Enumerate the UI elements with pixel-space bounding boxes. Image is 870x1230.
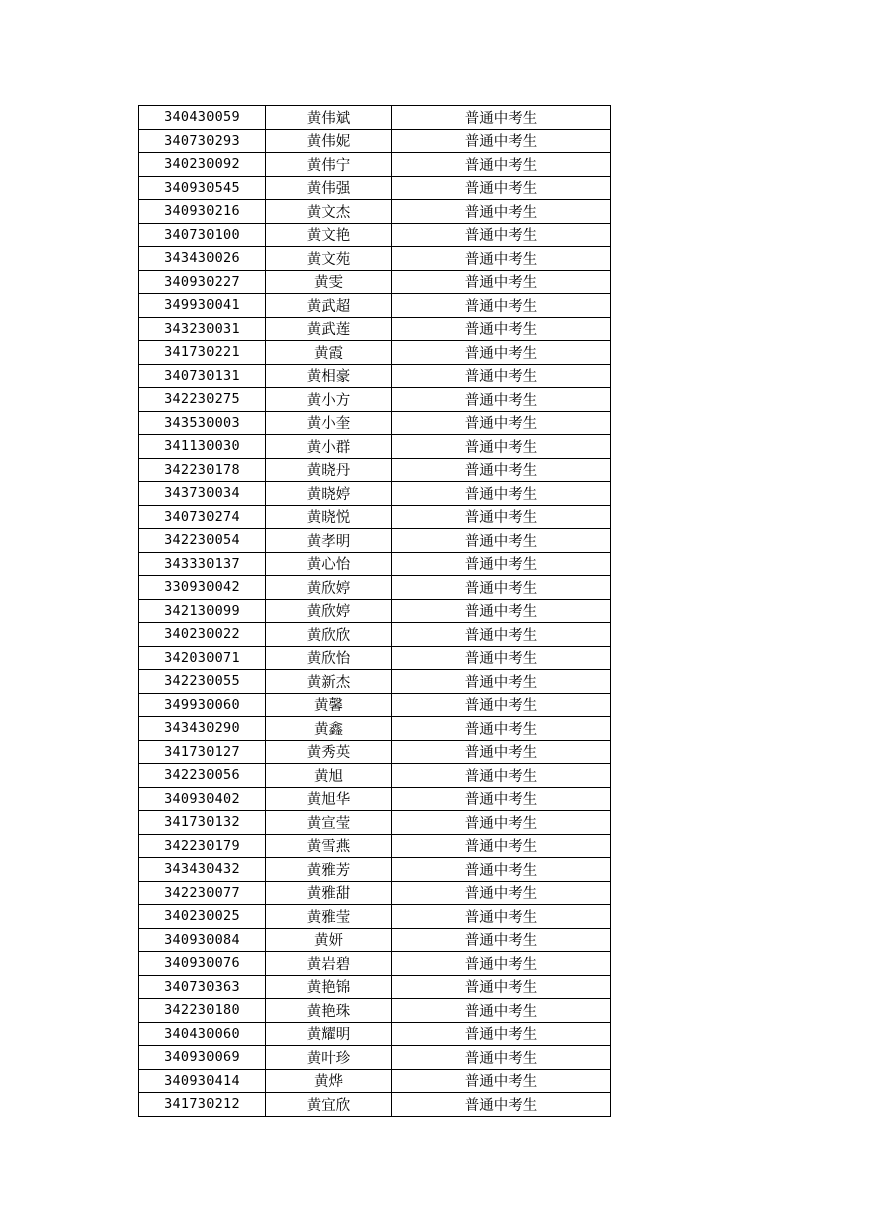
candidate-type-cell: 普通中考生 (392, 811, 611, 835)
candidate-name-cell: 黄小方 (266, 388, 392, 412)
candidate-id-cell: 341730127 (139, 740, 266, 764)
candidate-type-cell: 普通中考生 (392, 740, 611, 764)
candidate-name-cell: 黄心怡 (266, 552, 392, 576)
candidate-name-cell: 黄艳珠 (266, 999, 392, 1023)
table-row (139, 905, 611, 929)
candidate-id-cell: 340730100 (139, 223, 266, 247)
candidate-type-cell: 普通中考生 (392, 623, 611, 647)
candidate-type-cell: 普通中考生 (392, 364, 611, 388)
candidate-type-cell: 普通中考生 (392, 458, 611, 482)
candidate-id-cell: 340230025 (139, 905, 266, 929)
candidate-id-cell: 340930084 (139, 928, 266, 952)
candidate-type-cell: 普通中考生 (392, 153, 611, 177)
table-row (139, 435, 611, 459)
table-row (139, 623, 611, 647)
candidate-id-cell: 340930402 (139, 787, 266, 811)
table-body (139, 106, 611, 1117)
candidate-id-cell: 340430059 (139, 106, 266, 130)
candidate-name-cell: 黄小群 (266, 435, 392, 459)
candidate-id-cell: 343530003 (139, 411, 266, 435)
candidate-type-cell: 普通中考生 (392, 435, 611, 459)
candidate-type-cell: 普通中考生 (392, 881, 611, 905)
candidate-type-cell: 普通中考生 (392, 482, 611, 506)
candidate-name-cell: 黄欣婷 (266, 599, 392, 623)
table-row (139, 952, 611, 976)
candidate-id-cell: 340930216 (139, 200, 266, 224)
table-row (139, 975, 611, 999)
candidate-type-cell: 普通中考生 (392, 646, 611, 670)
candidate-type-cell: 普通中考生 (392, 693, 611, 717)
candidate-name-cell: 黄妍 (266, 928, 392, 952)
candidate-name-cell: 黄新杰 (266, 670, 392, 694)
candidate-type-cell: 普通中考生 (392, 975, 611, 999)
table-row (139, 505, 611, 529)
candidate-name-cell: 黄文苑 (266, 247, 392, 271)
table-row (139, 646, 611, 670)
candidate-name-cell: 黄岩碧 (266, 952, 392, 976)
candidate-id-cell: 349930041 (139, 294, 266, 318)
candidate-type-cell: 普通中考生 (392, 670, 611, 694)
candidate-name-cell: 黄宜欣 (266, 1093, 392, 1117)
candidate-id-cell: 341730132 (139, 811, 266, 835)
candidate-name-cell: 黄旭 (266, 764, 392, 788)
candidate-id-cell: 343730034 (139, 482, 266, 506)
candidate-id-cell: 341730212 (139, 1093, 266, 1117)
table-row (139, 388, 611, 412)
table-row (139, 106, 611, 130)
candidate-type-cell: 普通中考生 (392, 999, 611, 1023)
candidate-id-cell: 343230031 (139, 317, 266, 341)
candidate-name-cell: 黄相豪 (266, 364, 392, 388)
candidate-id-cell: 343430290 (139, 717, 266, 741)
candidate-type-cell: 普通中考生 (392, 952, 611, 976)
candidate-name-cell: 黄欣婷 (266, 576, 392, 600)
candidate-id-cell: 343430026 (139, 247, 266, 271)
table-row (139, 740, 611, 764)
candidate-name-cell: 黄旭华 (266, 787, 392, 811)
candidate-id-cell: 342230055 (139, 670, 266, 694)
candidate-name-cell: 黄文杰 (266, 200, 392, 224)
table-row (139, 693, 611, 717)
candidate-type-cell: 普通中考生 (392, 928, 611, 952)
candidate-type-cell: 普通中考生 (392, 552, 611, 576)
table-row (139, 764, 611, 788)
candidate-type-cell: 普通中考生 (392, 764, 611, 788)
candidate-name-cell: 黄馨 (266, 693, 392, 717)
candidate-name-cell: 黄武莲 (266, 317, 392, 341)
table-row (139, 834, 611, 858)
candidate-name-cell: 黄耀明 (266, 1022, 392, 1046)
table-row (139, 341, 611, 365)
candidate-type-cell: 普通中考生 (392, 1069, 611, 1093)
table-row (139, 999, 611, 1023)
candidate-name-cell: 黄晓悦 (266, 505, 392, 529)
candidate-id-cell: 340930227 (139, 270, 266, 294)
table-row (139, 670, 611, 694)
candidate-id-cell: 342230056 (139, 764, 266, 788)
candidate-id-cell: 340730274 (139, 505, 266, 529)
candidate-id-cell: 342130099 (139, 599, 266, 623)
candidate-name-cell: 黄欣欣 (266, 623, 392, 647)
candidate-name-cell: 黄伟妮 (266, 129, 392, 153)
candidate-type-cell: 普通中考生 (392, 294, 611, 318)
table-row (139, 458, 611, 482)
candidate-name-cell: 黄雪燕 (266, 834, 392, 858)
candidate-id-cell: 342030071 (139, 646, 266, 670)
candidate-id-cell: 340230022 (139, 623, 266, 647)
table-row (139, 482, 611, 506)
table-row (139, 294, 611, 318)
candidate-name-cell: 黄伟强 (266, 176, 392, 200)
table-row (139, 223, 611, 247)
candidate-type-cell: 普通中考生 (392, 529, 611, 553)
table-row (139, 200, 611, 224)
candidate-type-cell: 普通中考生 (392, 1046, 611, 1070)
table-row (139, 411, 611, 435)
table-row (139, 1022, 611, 1046)
candidate-id-cell: 349930060 (139, 693, 266, 717)
candidate-name-cell: 黄鑫 (266, 717, 392, 741)
table-row (139, 1069, 611, 1093)
candidate-id-cell: 340930076 (139, 952, 266, 976)
table-row (139, 576, 611, 600)
candidate-type-cell: 普通中考生 (392, 717, 611, 741)
candidate-id-cell: 342230077 (139, 881, 266, 905)
candidate-id-cell: 330930042 (139, 576, 266, 600)
candidate-table (138, 105, 611, 1117)
table-row (139, 1093, 611, 1117)
candidate-name-cell: 黄雅芳 (266, 858, 392, 882)
candidate-name-cell: 黄霞 (266, 341, 392, 365)
candidate-id-cell: 340730131 (139, 364, 266, 388)
candidate-id-cell: 343330137 (139, 552, 266, 576)
table-row (139, 529, 611, 553)
candidate-id-cell: 340230092 (139, 153, 266, 177)
table-row (139, 881, 611, 905)
candidate-type-cell: 普通中考生 (392, 341, 611, 365)
candidate-id-cell: 343430432 (139, 858, 266, 882)
candidate-type-cell: 普通中考生 (392, 200, 611, 224)
candidate-type-cell: 普通中考生 (392, 129, 611, 153)
candidate-name-cell: 黄叶珍 (266, 1046, 392, 1070)
candidate-id-cell: 340730293 (139, 129, 266, 153)
candidate-name-cell: 黄艳锦 (266, 975, 392, 999)
candidate-type-cell: 普通中考生 (392, 599, 611, 623)
table-row (139, 811, 611, 835)
candidate-type-cell: 普通中考生 (392, 1022, 611, 1046)
candidate-type-cell: 普通中考生 (392, 176, 611, 200)
candidate-name-cell: 黄晓婷 (266, 482, 392, 506)
candidate-type-cell: 普通中考生 (392, 317, 611, 341)
table-row (139, 858, 611, 882)
candidate-name-cell: 黄秀英 (266, 740, 392, 764)
candidate-name-cell: 黄雅甜 (266, 881, 392, 905)
table-row (139, 364, 611, 388)
candidate-name-cell: 黄伟宁 (266, 153, 392, 177)
candidate-type-cell: 普通中考生 (392, 106, 611, 130)
candidate-name-cell: 黄雅莹 (266, 905, 392, 929)
table-row (139, 176, 611, 200)
candidate-type-cell: 普通中考生 (392, 905, 611, 929)
candidate-type-cell: 普通中考生 (392, 270, 611, 294)
table-row (139, 129, 611, 153)
candidate-id-cell: 342230180 (139, 999, 266, 1023)
candidate-name-cell: 黄烨 (266, 1069, 392, 1093)
candidate-name-cell: 黄晓丹 (266, 458, 392, 482)
table-row (139, 552, 611, 576)
candidate-type-cell: 普通中考生 (392, 505, 611, 529)
candidate-name-cell: 黄孝明 (266, 529, 392, 553)
table-row (139, 317, 611, 341)
table-row (139, 787, 611, 811)
table-row (139, 928, 611, 952)
candidate-type-cell: 普通中考生 (392, 411, 611, 435)
candidate-type-cell: 普通中考生 (392, 388, 611, 412)
table-row (139, 270, 611, 294)
table-row (139, 247, 611, 271)
candidate-name-cell: 黄雯 (266, 270, 392, 294)
candidate-type-cell: 普通中考生 (392, 834, 611, 858)
candidate-name-cell: 黄宣莹 (266, 811, 392, 835)
table-row (139, 153, 611, 177)
candidate-type-cell: 普通中考生 (392, 858, 611, 882)
candidate-id-cell: 340730363 (139, 975, 266, 999)
candidate-id-cell: 342230178 (139, 458, 266, 482)
candidate-id-cell: 340930545 (139, 176, 266, 200)
candidate-id-cell: 341730221 (139, 341, 266, 365)
candidate-name-cell: 黄小奎 (266, 411, 392, 435)
candidate-id-cell: 340430060 (139, 1022, 266, 1046)
candidate-name-cell: 黄伟斌 (266, 106, 392, 130)
candidate-id-cell: 340930414 (139, 1069, 266, 1093)
table-row (139, 1046, 611, 1070)
table-row (139, 717, 611, 741)
candidate-name-cell: 黄武超 (266, 294, 392, 318)
candidate-type-cell: 普通中考生 (392, 576, 611, 600)
candidate-id-cell: 341130030 (139, 435, 266, 459)
candidate-type-cell: 普通中考生 (392, 223, 611, 247)
candidate-type-cell: 普通中考生 (392, 1093, 611, 1117)
candidate-id-cell: 342230054 (139, 529, 266, 553)
candidate-type-cell: 普通中考生 (392, 247, 611, 271)
candidate-name-cell: 黄文艳 (266, 223, 392, 247)
candidate-id-cell: 340930069 (139, 1046, 266, 1070)
candidate-type-cell: 普通中考生 (392, 787, 611, 811)
table-row (139, 599, 611, 623)
candidate-id-cell: 342230275 (139, 388, 266, 412)
candidate-id-cell: 342230179 (139, 834, 266, 858)
candidate-name-cell: 黄欣怡 (266, 646, 392, 670)
